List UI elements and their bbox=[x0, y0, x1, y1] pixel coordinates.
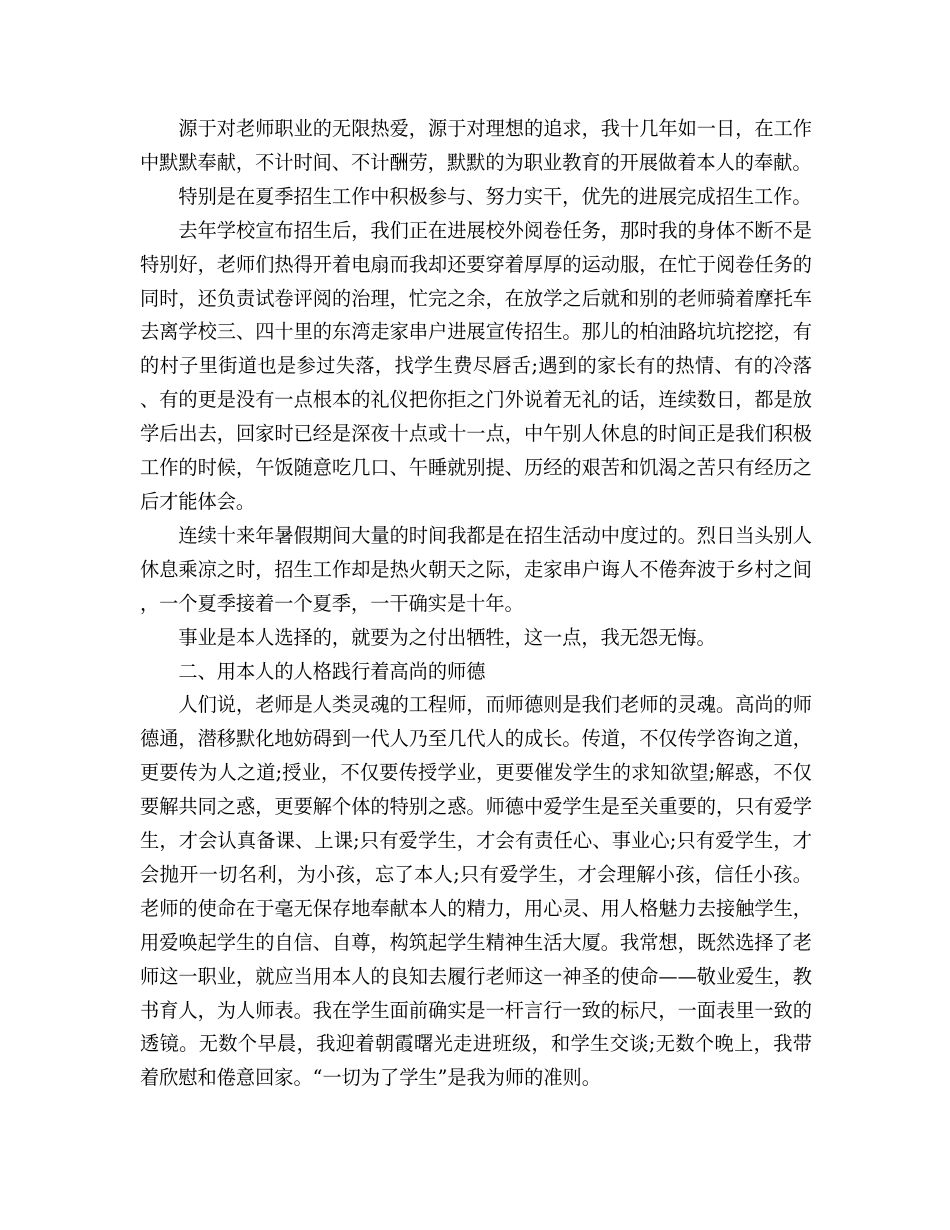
paragraph-summer-recruitment: 特别是在夏季招生工作中积极参与、努力实干，优先的进展完成招生工作。 bbox=[178, 184, 812, 208]
paragraph-teacher-ethics: 人们说，老师是人类灵魂的工程师，而师德则是我们老师的灵魂。高尚的师德通，潜移默化地妨碍到一代人乃至几代人的成长。传道，不仅传学咨询之道，更要传为人之道;授业，不仅要传授学业，更要催发学生的求知欲望;解惑，不仅要解共同之惑，更要解个体的特别之惑。师德中爱学生是至关重要的，只有爱学生，才会认真备课、上课;只有爱学生，才会有责任心、事业心;只有爱学生，才会抛开一切名利，为小孩，忘了本人;只有爱学生，才会理解小孩，信任小孩。老师的使命在于毫无保存地奉献本人的精力，用心灵、用人格魅力去接触学生，用爱唤起学生的自信、自尊，构筑起学生精神生活大厦。我常想，既然选择了老师这一职业，就应当用本人的良知去履行老师这一神圣的使命——敬业爱生，教书育人，为人师表。我在学生面前确实是一杆言行一致的标尺，一面表里一致的透镜。无数个早晨，我迎着朝霞曙光走进班级，和学生交谈;无数个晚上，我带着欣慰和倦意回家。“一切为了学生”是我为师的准则。 bbox=[140, 693, 812, 1090]
paragraph-ten-summers: 连续十来年暑假期间大量的时间我都是在招生活动中度过的。烈日当头别人休息乘凉之时，招生工作却是热火朝天之际，走家串户诲人不倦奔波于乡村之间，一个夏季接着一个夏季，一干确实是十年。 bbox=[140, 523, 812, 615]
paragraph-no-regrets: 事业是本人选择的，就要为之付出牺牲，这一点，我无怨无悔。 bbox=[178, 625, 716, 649]
document-body bbox=[140, 112, 812, 1095]
paragraph-dedication: 源于对老师职业的无限热爱，源于对理想的追求，我十几年如一日，在工作中默默奉献，不计时间、不计酬劳，默默的为职业教育的开展做着本人的奉献。 bbox=[140, 117, 812, 174]
paragraph-last-year-recruitment: 去年学校宣布招生后，我们正在进展校外阅卷任务，那时我的身体不断不是特别好，老师们热得开着电扇而我却还要穿着厚厚的运动服，在忙于阅卷任务的同时，还负责试卷评阅的治理，忙完之余，在放学之后就和别的老师骑着摩托车去离学校三、四十里的东湾走家串户进展宣传招生。那儿的柏油路坑坑挖挖，有的村子里街道也是参过失落，找学生费尽唇舌;遇到的家长有的热情、有的冷落、有的更是没有一点根本的礼仪把你拒之门外说着无礼的话，连续数日，都是放学后出去，回家时已经是深夜十点或十一点，中午别人休息的时间正是我们积极工作的时候，午饭随意吃几口、午睡就别提、历经的艰苦和饥渴之苦只有经历之后才能体会。 bbox=[140, 218, 812, 513]
section-heading-teacher-ethics: 二、用本人的人格践行着高尚的师德 bbox=[178, 659, 486, 683]
